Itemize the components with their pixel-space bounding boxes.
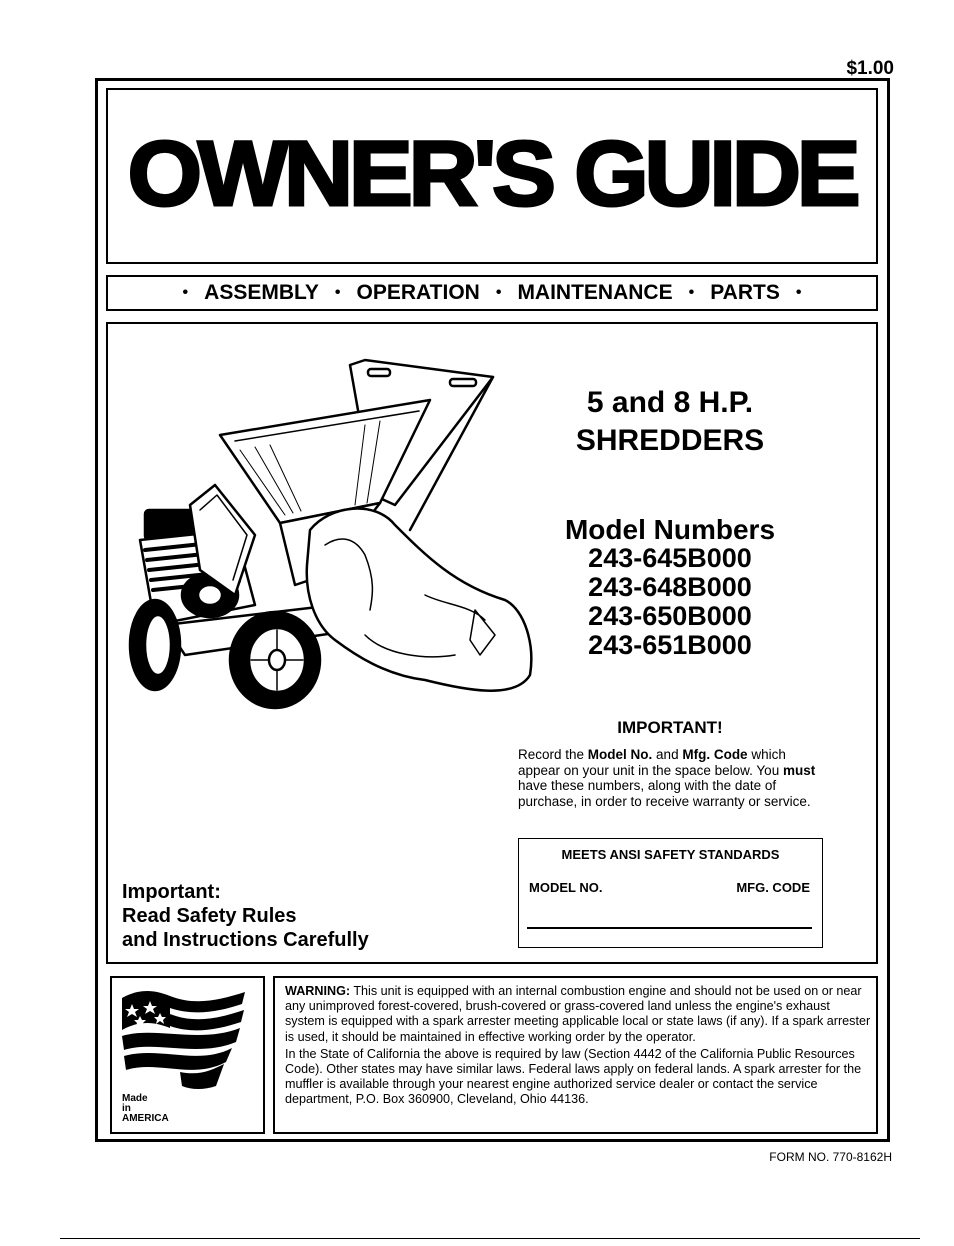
safety-note-line: and Instructions Carefully <box>122 929 369 951</box>
safety-note-line: Important: <box>122 881 221 903</box>
model-numbers-list <box>540 544 800 660</box>
warning-paragraph <box>285 984 873 1045</box>
mfg-code-label: MFG. CODE <box>736 880 810 895</box>
important-heading: IMPORTANT! <box>617 718 723 737</box>
bullet-icon: • <box>495 284 502 301</box>
made-in-america-caption <box>122 1094 169 1124</box>
nav-item-maintenance: MAINTENANCE <box>517 281 673 304</box>
safety-note-line: Read Safety Rules <box>122 905 297 927</box>
bullet-icon: • <box>795 284 802 301</box>
section-nav <box>106 275 878 311</box>
form-number: FORM NO. 770-8162H <box>769 1150 892 1164</box>
product-hp: 5 and 8 H.P. <box>586 386 754 419</box>
nav-item-operation: OPERATION <box>356 281 480 304</box>
warning-box <box>273 976 878 1134</box>
page-title: OWNER'S GUIDE <box>127 123 857 225</box>
price-label: $1.00 <box>846 58 894 79</box>
caption-line: AMERICA <box>122 1113 169 1124</box>
record-line <box>527 927 812 929</box>
title-box <box>106 88 878 264</box>
product-title <box>540 384 800 460</box>
warning-text <box>285 984 873 1110</box>
model-numbers-heading: Model Numbers <box>564 514 776 545</box>
made-in-america-box <box>110 976 265 1134</box>
warning-text-part: This unit is equipped with an internal combustion engine and should not be used on or near any unimproved forest-covered, brush-covered or grass-covered land unless the engine's exhaust system is equipped with a spark arrester meeting applicable local or state laws (if any). If a spark arrester is used, it should be maintained in effective working order by the operator. <box>285 984 871 1044</box>
bullet-icon: • <box>182 284 189 301</box>
shredder-illustration <box>125 355 545 710</box>
flag-icon <box>120 986 250 1096</box>
warning-paragraph: In the State of California the above is required by law (Section 4442 of the California Public Resources Code). Other states may have similar laws. Federal laws apply on federal lands. A spark arrester for the muffler is available through your nearest engine authorized service dealer or contact the service department, P.O. Box 360900, Cleveland, Ohio 44136. <box>285 1046 862 1107</box>
model-number: 243-645B000 <box>588 543 752 573</box>
model-number: 243-651B000 <box>588 630 752 660</box>
important-text-bold: must <box>782 762 816 778</box>
caption-line: Made <box>122 1093 148 1104</box>
caption-line: in <box>122 1103 131 1114</box>
important-text-part: Record the <box>518 747 588 762</box>
nav-item-assembly: ASSEMBLY <box>204 281 319 304</box>
model-number: 243-650B000 <box>588 601 752 631</box>
important-text-bold: Model No. <box>587 747 653 762</box>
warning-label: WARNING: <box>285 984 351 998</box>
bullet-icon: • <box>688 284 695 301</box>
important-text <box>518 747 828 809</box>
bullet-icon: • <box>334 284 341 301</box>
model-no-label: MODEL NO. <box>529 880 603 895</box>
product-name: SHREDDERS <box>575 424 765 457</box>
bottom-rule <box>60 1238 920 1239</box>
model-number: 243-648B000 <box>588 572 752 602</box>
important-text-part: and <box>652 747 683 762</box>
safety-note <box>122 880 369 952</box>
important-text-part: have these numbers, along with the date of purchase, in order to receive warranty or service. <box>518 778 811 809</box>
nav-item-parts: PARTS <box>710 281 780 304</box>
ansi-title: MEETS ANSI SAFETY STANDARDS <box>561 847 780 862</box>
important-text-part: which appear on your unit in the space below. You <box>518 747 786 778</box>
ansi-record-box <box>518 838 823 948</box>
important-text-bold: Mfg. Code <box>682 747 748 762</box>
